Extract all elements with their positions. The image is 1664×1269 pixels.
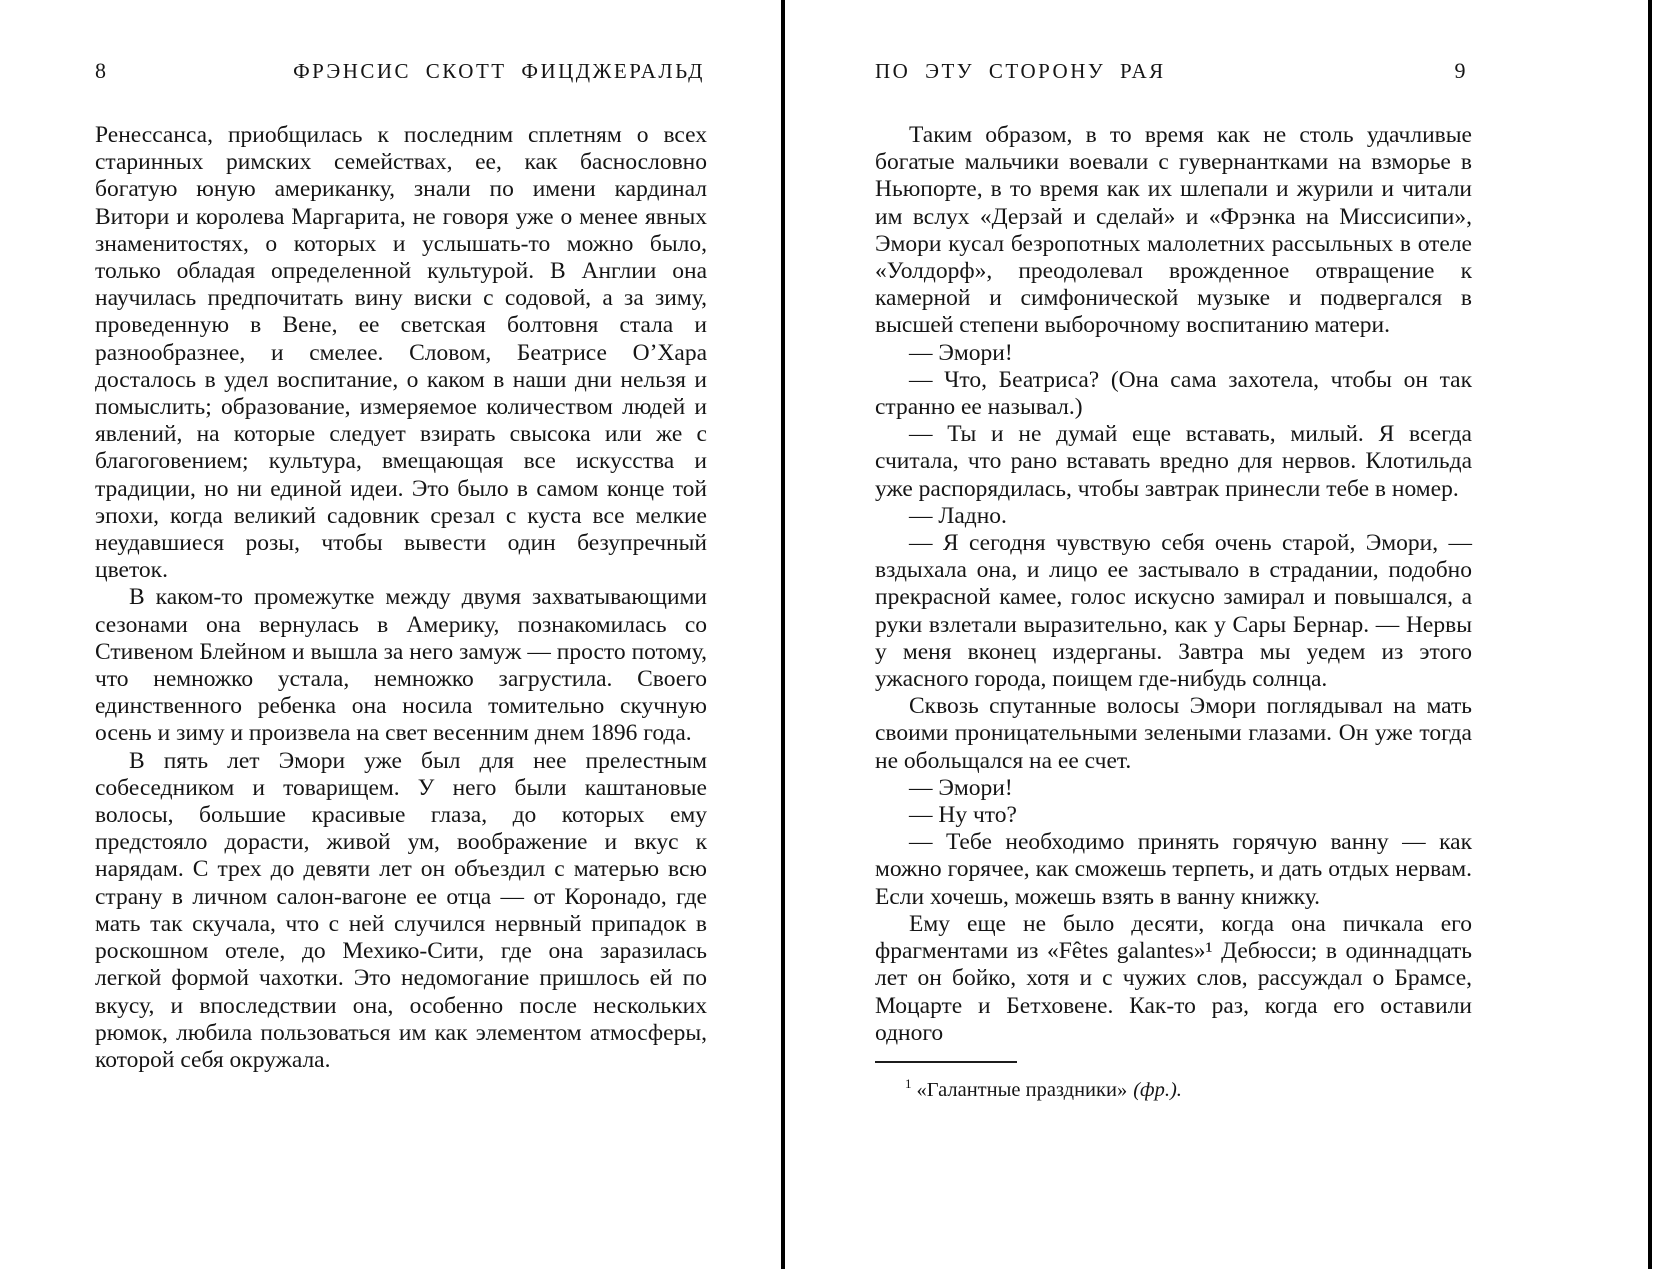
body-text-left [95, 122, 707, 1074]
paragraph: Ему еще не было десяти, когда она пичкала его фрагментами из «Fêtes galantes»¹ Дебюсси; в одиннадцать лет он бойко, хотя и с чужих слов, рассуждал о Брамсе, Моцарте и Бетховене. Как-то раз, когда его оставили одного [875, 910, 1472, 1046]
footnote-language-note: (фр.). [1133, 1078, 1182, 1101]
page-header-right [875, 58, 1472, 88]
paragraph: Ренессанса, приобщилась к последним сплетням о всех старинных римских семействах, ее, как баснословно богатую юную американку, знали по имени кардинал Витори и королева Маргарита, не говоря уже о менее явных знаменитостях, о которых и услышать-то можно было, только обладая определенной культурой. В Англии она научилась предпочитать вину виски с содовой, а за зиму, проведенную в Вене, ее светская болтовня стала и разнообразнее, и смелее. Словом, Беатрисе О’Хара досталось в удел воспитание, о каком в наши дни нельзя и помыслить; образование, измеряемое количеством людей и явлений, на которые следует взирать свысока или же с благоговением; культура, вмещающая все искусства и традиции, но ни единой идеи. Это было в самом конце той эпохи, когда великий садовник срезал с куста все мелкие неудавшиеся розы, чтобы вывести один безупречный цветок. [95, 122, 707, 584]
page-number-left: 8 [95, 58, 107, 83]
page-edge-line [1648, 0, 1652, 1269]
dialogue-line: — Ну что? [909, 802, 1017, 829]
page-right [788, 0, 1648, 1269]
dialogue-line: — Ты и не думай еще вставать, милый. Я всегда считала, что рано вставать вредно для нервов. Клотильда уже распорядилась, чтобы завтрак принесли тебе в номер. [875, 421, 1472, 502]
paragraph: Сквозь спутанные волосы Эмори поглядывал на мать своими проницательными зелеными глазами. Он уже тогда не обольщался на ее счет. [875, 693, 1472, 774]
dialogue-line: — Ладно. [909, 502, 1007, 529]
dialogue-line: — Эмори! [909, 339, 1013, 366]
paragraph: В пять лет Эмори уже был для нее прелестным собеседником и товарищем. У него были каштановые волосы, большие красивые глаза, до которых ему предстояло дорасти, живой ум, воображение и вкус к нарядам. С трех до девяти лет он объездил с матерью всю страну в личном салон-вагоне ее отца — от Коронадо, где мать так скучала, что с ней случился нервный припадок в роскошном отеле, до Мехико-Сити, где она заразилась легкой формой чахотки. Это недомогание пришлось ей по вкусу, и впоследствии она, особенно после нескольких рюмок, любила пользоваться им как элементом атмосферы, которой себя окружала. [95, 747, 707, 1073]
dialogue-line: — Я сегодня чувствую себя очень старой, Эмори, — вздыхала она, и лицо ее застывало в страдании, подобно прекрасной камее, голос искусно замирал и повышался, а руки взлетали выразительно, как у Сары Бернар. — Нервы у меня вконец издерганы. Завтра мы уедем из этого ужасного города, поищем где-нибудь солнца. [875, 530, 1472, 693]
page-number-right: 9 [1454, 58, 1466, 83]
page-gutter-divider [781, 0, 785, 1269]
dialogue-line: — Что, Беатриса? (Она сама захотела, чтобы он так странно ее называл.) [875, 366, 1472, 421]
dialogue-line: — Эмори! [909, 774, 1013, 801]
page-header-left [95, 58, 707, 88]
footnote-rule [875, 1061, 1017, 1063]
paragraph: Таким образом, в то время как не столь удачливые богатые мальчики воевали с гувернантками на взморье в Ньюпорте, в то время как их шлепали и журили и читали им вслух «Дерзай и сделай» и «Фрэнка на Миссисипи», Эмори кусал безропотных малолетних рассыльных в отеле «Уолдорф», преодолевал врожденное отвращение к камерной и симфонической музыке и подвергался в высшей степени выборочному воспитанию матери. [875, 122, 1472, 339]
footnote [875, 1071, 1472, 1103]
paragraph: В каком-то промежутке между двумя захватывающими сезонами она вернулась в Америку, познакомилась со Стивеном Блейном и вышла за него замуж — просто потому, что немножко устала, немножко загрустила. Своего единственного ребенка она носила томительно скучную осень и зиму и произвела на свет весенним днем 1896 года. [95, 584, 707, 747]
page-left [0, 0, 783, 1269]
footnote-text: «Галантные праздники» [916, 1078, 1128, 1101]
body-text-right [875, 122, 1472, 1047]
running-head-left: ФРЭНСИС СКОТТ ФИЦДЖЕРАЛЬД [293, 59, 705, 83]
running-head-right: ПО ЭТУ СТОРОНУ РАЯ [875, 59, 1166, 83]
footnote-marker: 1 [905, 1075, 912, 1091]
footnote-block [875, 1061, 1472, 1103]
dialogue-line: — Тебе необходимо принять горячую ванну — как можно горячее, как сможешь терпеть, и дать отдых нервам. Если хочешь, можешь взять в ванну книжку. [875, 829, 1472, 910]
